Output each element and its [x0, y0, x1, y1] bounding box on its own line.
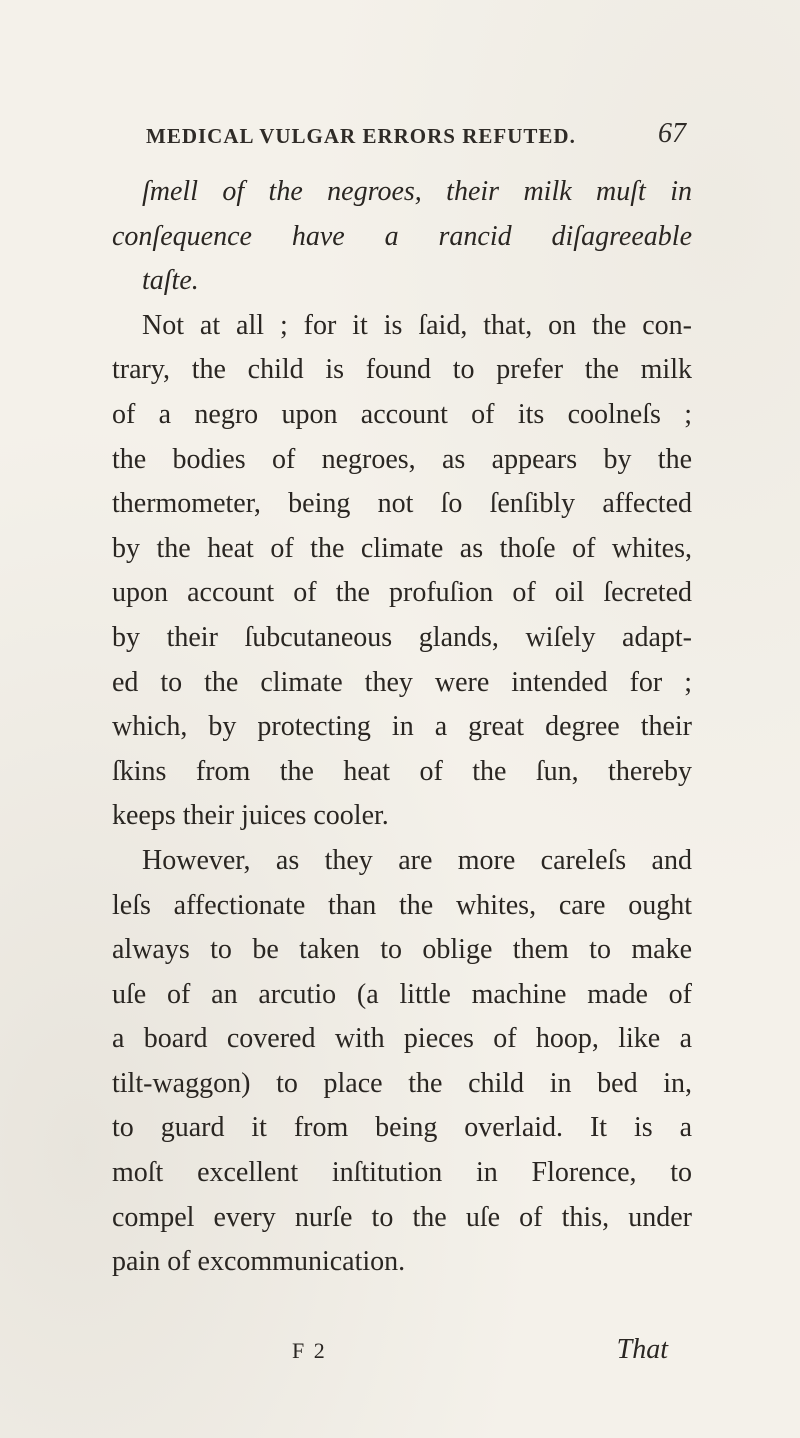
body-text — [112, 170, 692, 1285]
text-line: trary, the child is found to prefer the milk — [112, 354, 692, 386]
page-footer — [112, 1334, 692, 1374]
text-line: always to be taken to oblige them to make — [112, 934, 692, 966]
text-line: However, as they are more careleſs and — [142, 844, 692, 876]
page-header — [146, 116, 686, 156]
text-line: to guard it from being overlaid. It is a — [112, 1112, 692, 1144]
text-line: Not at all ; for it is ſaid, that, on the con- — [142, 309, 692, 341]
text-line: compel every nurſe to the uſe of this, under — [112, 1201, 692, 1233]
text-line: keeps their juices cooler. — [112, 800, 389, 832]
text-line: by the heat of the climate as thoſe of whites, — [112, 532, 692, 564]
running-head: MEDICAL VULGAR ERRORS REFUTED. — [146, 124, 576, 148]
text-line: ſkins from the heat of the ſun, thereby — [112, 755, 692, 787]
text-line: pain of excommunication. — [112, 1246, 406, 1278]
text-line: tilt-waggon) to place the child in bed in, — [112, 1067, 692, 1099]
text-line: ed to the climate they were intended for ; — [112, 666, 692, 698]
text-line: taſte. — [142, 265, 199, 297]
signature-mark: F 2 — [292, 1338, 327, 1363]
text-line: leſs affectionate than the whites, care ought — [112, 889, 692, 921]
text-line: thermometer, being not ſo ſenſibly affected — [112, 488, 692, 520]
text-line: of a negro upon account of its coolneſs ; — [112, 398, 692, 430]
text-line: conſequence have a rancid diſagreeable — [112, 220, 692, 252]
text-line: uſe of an arcutio (a little machine made of — [112, 978, 692, 1010]
catchword: That — [616, 1334, 668, 1365]
text-line: a board covered with pieces of hoop, like a — [112, 1023, 692, 1055]
text-line: upon account of the profuſion of oil ſecreted — [112, 577, 692, 609]
text-line: moſt excellent inſtitution in Florence, to — [112, 1157, 692, 1189]
text-line: ſmell of the negroes, their milk muſt in — [142, 176, 692, 207]
text-line: the bodies of negroes, as appears by the — [112, 443, 692, 475]
text-line: by their ſubcutaneous glands, wiſely adapt- — [112, 621, 692, 653]
text-line: which, by protecting in a great degree their — [112, 711, 692, 743]
page-number: 67 — [658, 118, 686, 149]
